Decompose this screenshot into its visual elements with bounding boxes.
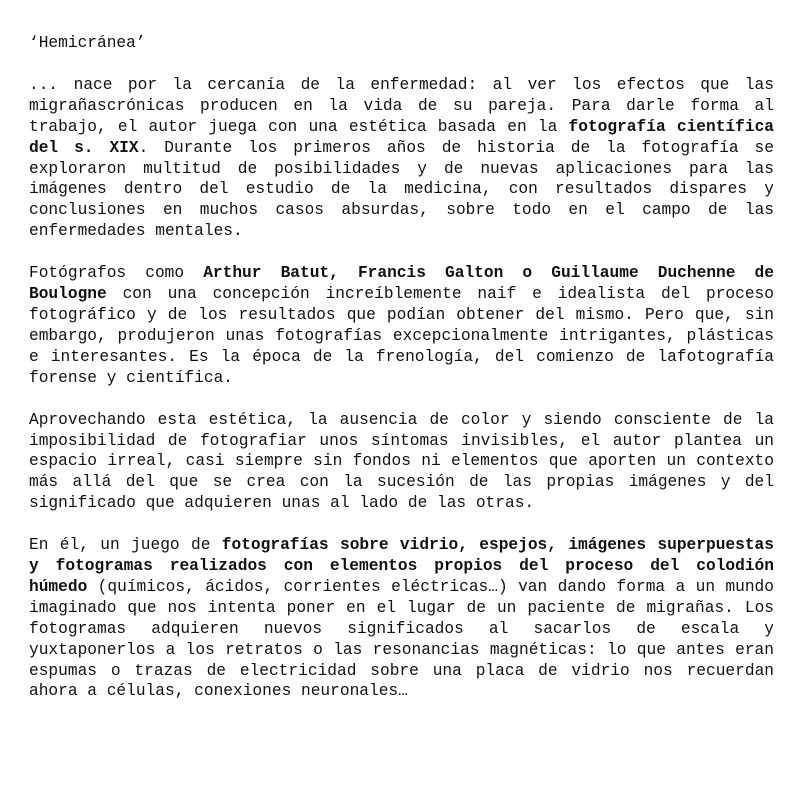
paragraph-text: Fotógrafos como xyxy=(29,264,204,283)
document-title: ‘Hemicránea’ xyxy=(29,34,146,52)
bold-text: Arthur Batut, Francis Galton o Guillaume Duchenne de Boulogne xyxy=(29,264,774,304)
paragraph-text: En él, un juego de xyxy=(29,536,222,555)
paragraph-1 xyxy=(29,75,774,242)
paragraph-3 xyxy=(29,410,774,515)
bold-text: fotografía científica del s. XIX xyxy=(29,117,775,157)
document-body xyxy=(29,33,774,702)
paragraph-text: ... nace por la cercanía de la enfermedad: al ver los efectos que las migrañascrónicas producen en la vida de su pareja. Para darle forma al trabajo, el autor juega con una estética basada en la xyxy=(29,75,774,136)
paragraph-2 xyxy=(29,263,774,388)
paragraph-text: (químicos, ácidos, corrientes eléctricas…) van dando forma a un mundo imaginado que nos intenta poner en el lugar de un paciente de migrañas. Los fotogramas adquieren nuevos significados al sacarlos de escala y yuxtaponerlos a los retratos o las resonancias magnéticas: lo que antes eran espumas o trazas de electricidad sobre una placa de vidrio nos recuerdan ahora a células, conexiones neuronales… xyxy=(29,577,774,701)
paragraph-text: Aprovechando esta estética, la ausencia de color y siendo consciente de la imposibilidad de fotografiar unos síntomas invisibles, el autor plantea un espacio irreal, casi siempre sin fondos ni elementos que aporten un contexto más allá del que se crea con la sucesión de las propias imágenes y del significado que adquieren unas al lado de las otras. xyxy=(29,410,774,513)
paragraph-4 xyxy=(29,535,774,702)
paragraph-text: con una concepción increíblemente naif e idealista del proceso fotográfico y de los resultados que podían obtener del mismo. Pero que, sin embargo, produjeron unas fotografías excepcionalmente intrigantes, plásticas e interesantes. Es la época de la frenología, del comienzo de lafotografía forense y científica. xyxy=(29,285,774,387)
paragraph-text: . Durante los primeros años de historia de la fotografía se exploraron multitud de posibilidades y de nuevas aplicaciones para las imágenes dentro del estudio de la medicina, con resultados dispares y conclusiones en muchos casos absurdas, sobre todo en el campo de las enfermedades mentales. xyxy=(29,138,774,241)
bold-text: fotografías sobre vidrio, espejos, imágenes superpuestas y fotogramas realizados con elementos propios del proceso del colodión húmedo xyxy=(29,536,774,596)
